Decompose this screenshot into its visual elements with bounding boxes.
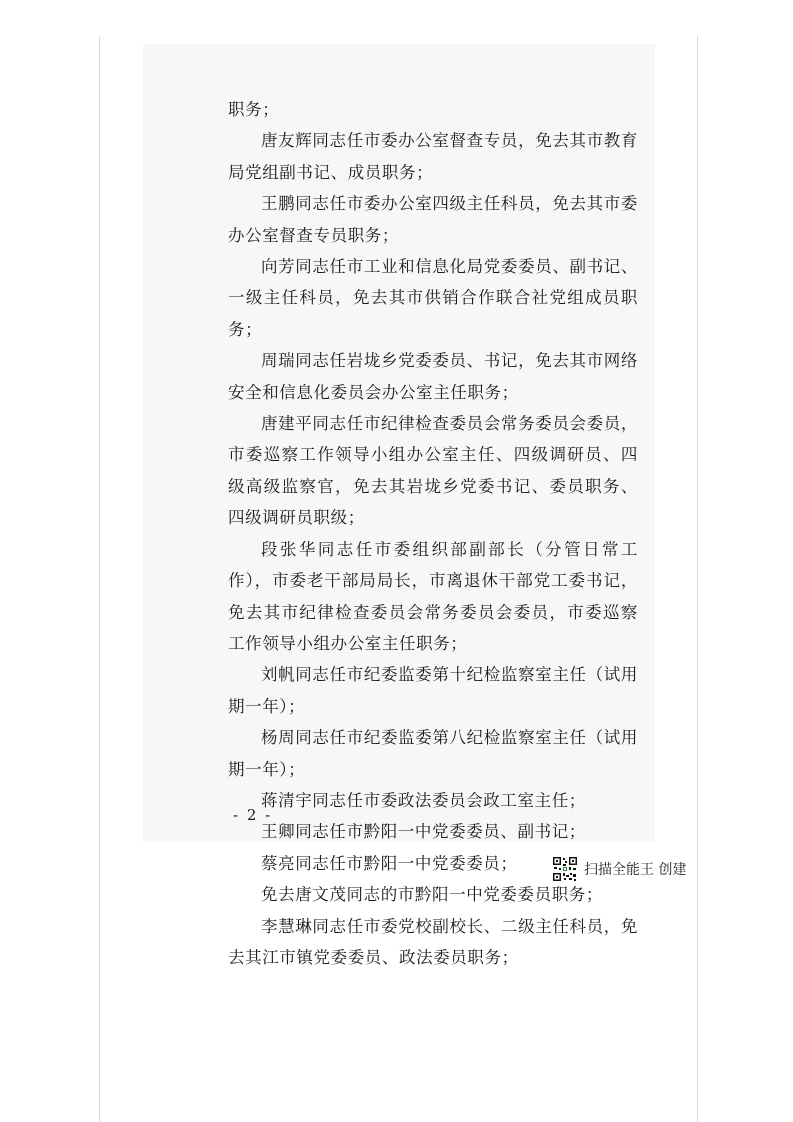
paragraph-continuation: 职务； [228, 100, 280, 119]
paragraph: 王鹏同志任市委办公室四级主任科员，免去其市委办公室督查专员职务； [228, 194, 638, 245]
paragraph: 唐建平同志任市纪律检查委员会常务委员会委员，市委巡察工作领导小组办公室主任、四级调研员、四级高级监察官，免去其岩垅乡党委书记、委员职务、四级调研员职级； [228, 414, 638, 528]
page-number: - 2 - [233, 806, 273, 824]
paragraph: 免去唐文茂同志的市黔阳一中党委委员职务； [261, 885, 603, 905]
paragraph: 蒋清宇同志任市委政法委员会政工室主任； [261, 790, 586, 810]
scanner-watermark [552, 856, 686, 882]
paragraph: 刘帆同志任市纪委监委第十纪检监察室主任（试用期一年）； [228, 665, 638, 716]
paragraph: 蔡亮同志任市黔阳一中党委委员； [261, 853, 518, 873]
paragraph: 李慧琳同志任市委党校副校长、二级主任科员，免去其江市镇党委委员、政法委员职务； [228, 916, 638, 967]
paragraph: 周瑞同志任岩垅乡党委委员、书记，免去其市网络安全和信息化委员会办公室主任职务； [228, 351, 638, 402]
page-border-left [99, 36, 100, 1122]
page-border-right [697, 36, 698, 1122]
paragraph: 向芳同志任市工业和信息化局党委委员、副书记、一级主任科员，免去其市供销合作联合社党组成员职务； [228, 257, 638, 339]
watermark-text: 扫描全能王 创建 [584, 862, 687, 878]
paragraph: 唐友辉同志任市委办公室督查专员，免去其市教育局党组副书记、成员职务； [228, 131, 638, 182]
qr-code-icon [552, 856, 578, 882]
document-body [228, 94, 638, 973]
paragraph: 段张华同志任市委组织部副部长（分管日常工作），市委老干部局局长，市离退休干部党工委书记，免去其市纪律检查委员会常务委员会委员，市委巡察工作领导小组办公室主任职务； [228, 539, 638, 653]
paragraph: 杨周同志任市纪委监委第八纪检监察室主任（试用期一年）； [228, 728, 638, 779]
paragraph: 王卿同志任市黔阳一中党委委员、副书记； [261, 822, 586, 842]
